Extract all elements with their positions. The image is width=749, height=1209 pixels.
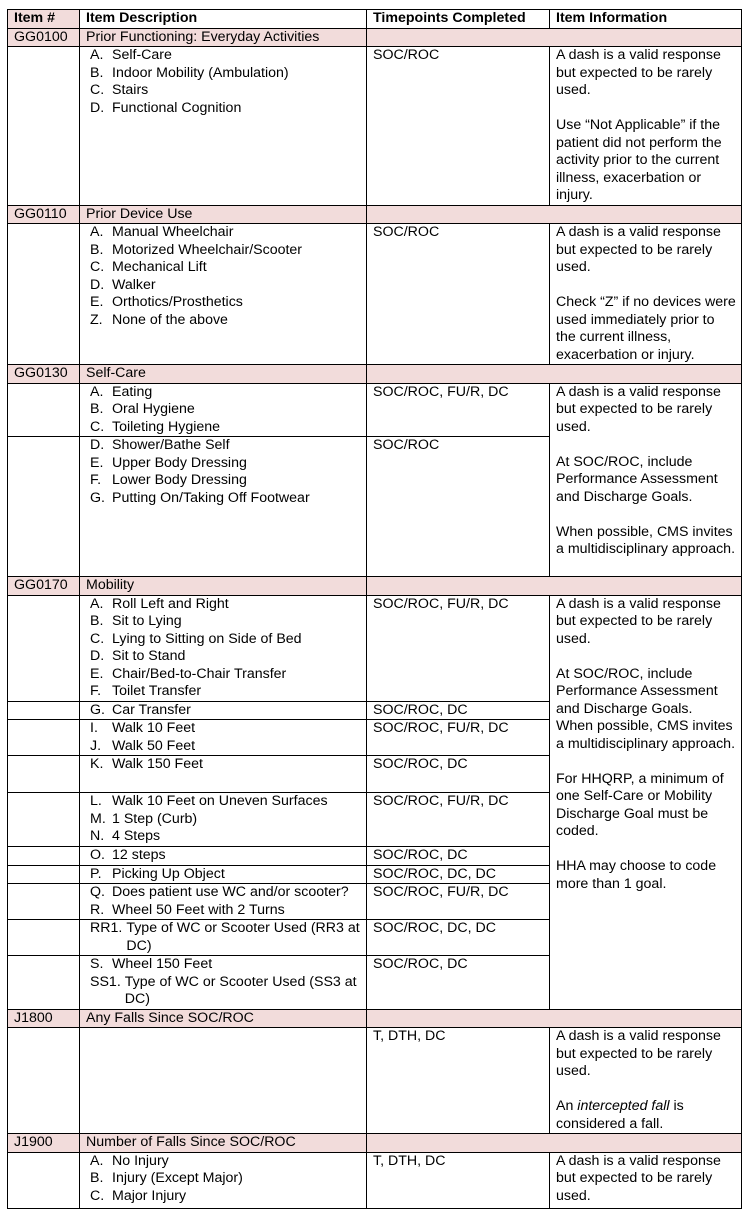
item-number-cell	[8, 1028, 80, 1134]
list-item: D. Sit to Stand	[90, 648, 186, 664]
section-title: Mobility	[80, 577, 367, 596]
list-item: B. Injury (Except Major)	[90, 1170, 243, 1186]
section-code: GG0170	[8, 577, 80, 596]
list-item: C. Lying to Sitting on Side of Bed	[90, 630, 302, 647]
table-row	[8, 224, 742, 365]
item-number-cell	[8, 720, 80, 756]
item-number-cell	[8, 920, 80, 956]
oasis-item-table	[7, 9, 742, 1209]
item-list	[86, 920, 361, 955]
item-list	[86, 596, 361, 701]
section-blank	[367, 1009, 742, 1028]
item-description-cell	[80, 1152, 367, 1208]
list-item: Q. Does patient use WC and/or scooter?	[90, 884, 349, 900]
timepoints-cell: SOC/ROC, DC	[367, 701, 550, 720]
table-row	[8, 1028, 742, 1134]
item-number-cell	[8, 437, 80, 577]
table-row	[8, 47, 742, 206]
section-title: Prior Functioning: Everyday Activities	[80, 28, 367, 47]
table-header-row	[8, 10, 742, 29]
item-information-cell: A dash is a valid response but expected to be rarely used. Check “Z” if no devices were used immediately prior to the current illness, exacerbation or injury.	[550, 224, 742, 365]
list-item: A. No Injury	[90, 1152, 169, 1169]
item-number-cell	[8, 847, 80, 866]
list-item: D. Walker	[90, 276, 156, 293]
list-item: P. Picking Up Object	[90, 865, 225, 882]
item-description-cell	[80, 956, 367, 1010]
section-blank	[367, 1134, 742, 1153]
section-blank	[367, 28, 742, 47]
section-row-gg0110	[8, 205, 742, 224]
list-item: O. 12 steps	[90, 847, 166, 863]
list-item: S. Wheel 150 Feet	[90, 956, 213, 972]
timepoints-cell: SOC/ROC, DC	[367, 956, 550, 1010]
timepoints-cell: SOC/ROC, FU/R, DC	[367, 793, 550, 847]
section-row-gg0170	[8, 577, 742, 596]
section-title: Any Falls Since SOC/ROC	[80, 1009, 367, 1028]
list-item: B. Sit to Lying	[90, 613, 182, 629]
section-blank	[367, 577, 742, 596]
item-number-cell	[8, 224, 80, 365]
item-number-cell	[8, 865, 80, 884]
list-item: E. Upper Body Dressing	[90, 454, 247, 471]
item-list	[86, 866, 361, 884]
timepoints-cell: SOC/ROC, DC, DC	[367, 865, 550, 884]
item-number-cell	[8, 756, 80, 793]
timepoints-cell: SOC/ROC, DC	[367, 847, 550, 866]
header-timepoints: Timepoints Completed	[367, 10, 550, 29]
section-title: Self-Care	[80, 365, 367, 384]
item-description-cell	[80, 793, 367, 847]
list-item: A. Eating	[90, 383, 153, 400]
timepoints-cell: T, DTH, DC	[367, 1028, 550, 1134]
list-item: C. Mechanical Lift	[90, 259, 207, 275]
item-number-cell	[8, 793, 80, 847]
list-item: B. Motorized Wheelchair/Scooter	[90, 241, 303, 258]
table-row	[8, 595, 742, 701]
list-item: F. Lower Body Dressing	[90, 472, 247, 488]
list-item: E. Orthotics/Prosthetics	[90, 294, 243, 310]
header-item-description: Item Description	[80, 10, 367, 29]
item-number-cell	[8, 956, 80, 1010]
item-description-cell	[80, 756, 367, 793]
list-item: M. 1 Step (Curb)	[90, 810, 198, 827]
item-description-cell	[80, 884, 367, 920]
list-item: J. Walk 50 Feet	[90, 737, 196, 754]
item-list	[86, 702, 361, 720]
intercepted-fall-note: An intercepted fall is considered a fall.	[556, 1098, 684, 1132]
list-item: C. Major Injury	[90, 1187, 187, 1204]
list-item: Z. None of the above	[90, 311, 228, 328]
section-code: GG0110	[8, 205, 80, 224]
item-information-cell: A dash is a valid response but expected to be rarely used.	[550, 1152, 742, 1208]
item-description-cell	[80, 701, 367, 720]
list-item: G. Putting On/Taking Off Footwear	[90, 489, 310, 506]
list-item: C. Toileting Hygiene	[90, 418, 221, 435]
list-item: B. Indoor Mobility (Ambulation)	[90, 64, 289, 81]
list-item: A. Manual Wheelchair	[90, 224, 234, 240]
item-list	[86, 384, 361, 437]
list-item: G. Car Transfer	[90, 701, 191, 718]
item-number-cell	[8, 47, 80, 206]
list-item: B. Oral Hygiene	[90, 401, 195, 417]
list-item: L. Walk 10 Feet on Uneven Surfaces	[90, 793, 328, 809]
item-list	[86, 884, 361, 919]
section-title: Prior Device Use	[80, 205, 367, 224]
section-code: J1900	[8, 1134, 80, 1153]
table-row	[8, 383, 742, 437]
list-item: R. Wheel 50 Feet with 2 Turns	[90, 901, 285, 918]
list-item: RR1. Type of WC or Scooter Used (RR3 at DC)	[90, 920, 360, 954]
timepoints-cell: SOC/ROC, FU/R, DC	[367, 383, 550, 437]
item-list	[86, 437, 361, 507]
item-information-cell: A dash is a valid response but expected to be rarely used. Use “Not Applicable” if the patient did not perform the activity prior to the current illness, exacerbation or injury.	[550, 47, 742, 206]
item-list	[86, 756, 361, 774]
section-row-j1900	[8, 1134, 742, 1153]
list-item: E. Chair/Bed-to-Chair Transfer	[90, 665, 287, 682]
item-description-cell	[80, 920, 367, 956]
item-number-cell	[8, 1152, 80, 1208]
list-item: I. Walk 10 Feet	[90, 720, 196, 736]
timepoints-cell: SOC/ROC, DC	[367, 756, 550, 793]
section-blank	[367, 365, 742, 384]
table-row	[8, 1152, 742, 1208]
section-code: GG0130	[8, 365, 80, 384]
item-description-cell	[80, 437, 367, 577]
list-item: F. Toilet Transfer	[90, 683, 202, 699]
header-item-number: Item #	[8, 10, 80, 29]
timepoints-cell: SOC/ROC, FU/R, DC	[367, 884, 550, 920]
item-list	[86, 847, 361, 865]
item-list	[86, 956, 361, 1009]
timepoints-cell: SOC/ROC	[367, 224, 550, 365]
list-item: K. Walk 150 Feet	[90, 756, 203, 772]
section-row-j1800	[8, 1009, 742, 1028]
section-code: GG0100	[8, 28, 80, 47]
item-description-cell	[80, 595, 367, 701]
item-description-cell	[80, 383, 367, 437]
item-number-cell	[8, 595, 80, 701]
item-description-cell	[80, 47, 367, 206]
item-description-cell	[80, 224, 367, 365]
item-list	[86, 793, 361, 846]
section-blank	[367, 205, 742, 224]
timepoints-cell: T, DTH, DC	[367, 1152, 550, 1208]
item-number-cell	[8, 701, 80, 720]
timepoints-cell: SOC/ROC	[367, 437, 550, 577]
header-item-information: Item Information	[550, 10, 742, 29]
item-list	[86, 720, 361, 755]
item-number-cell	[8, 884, 80, 920]
item-description-cell	[80, 865, 367, 884]
section-row-gg0130	[8, 365, 742, 384]
item-list	[86, 1153, 361, 1206]
timepoints-cell: SOC/ROC, FU/R, DC	[367, 720, 550, 756]
item-information-cell: A dash is a valid response but expected to be rarely used. At SOC/ROC, include Performance Assessment and Discharge Goals. When possible, CMS invites a multidisciplinary approach. For HHQRP, a minimum of one Self-Care or Mobility Discharge Goal must be coded. HHA may choose to code more than 1 goal.	[550, 595, 742, 1009]
list-item: A. Self-Care	[90, 47, 172, 63]
item-list	[86, 224, 361, 329]
item-list	[86, 47, 361, 117]
item-number-cell	[8, 383, 80, 437]
list-item: N. 4 Steps	[90, 828, 161, 844]
item-information-cell: A dash is a valid response but expected to be rarely used. At SOC/ROC, include Performance Assessment and Discharge Goals. When possible, CMS invites a multidisciplinary approach.	[550, 383, 742, 577]
list-item: D. Shower/Bathe Self	[90, 437, 230, 453]
list-item: A. Roll Left and Right	[90, 595, 229, 612]
section-title: Number of Falls Since SOC/ROC	[80, 1134, 367, 1153]
item-information-cell: A dash is a valid response but expected to be rarely used. An intercepted fall is considered a fall.	[550, 1028, 742, 1134]
timepoints-cell: SOC/ROC, FU/R, DC	[367, 595, 550, 701]
section-code: J1800	[8, 1009, 80, 1028]
list-item: C. Stairs	[90, 82, 149, 98]
item-description-cell	[80, 847, 367, 866]
timepoints-cell: SOC/ROC, DC, DC	[367, 920, 550, 956]
timepoints-cell: SOC/ROC	[367, 47, 550, 206]
item-description-cell	[80, 1028, 367, 1134]
list-item: D. Functional Cognition	[90, 99, 242, 116]
section-row-gg0100	[8, 28, 742, 47]
list-item: SS1. Type of WC or Scooter Used (SS3 at DC)	[90, 973, 357, 1007]
item-description-cell	[80, 720, 367, 756]
